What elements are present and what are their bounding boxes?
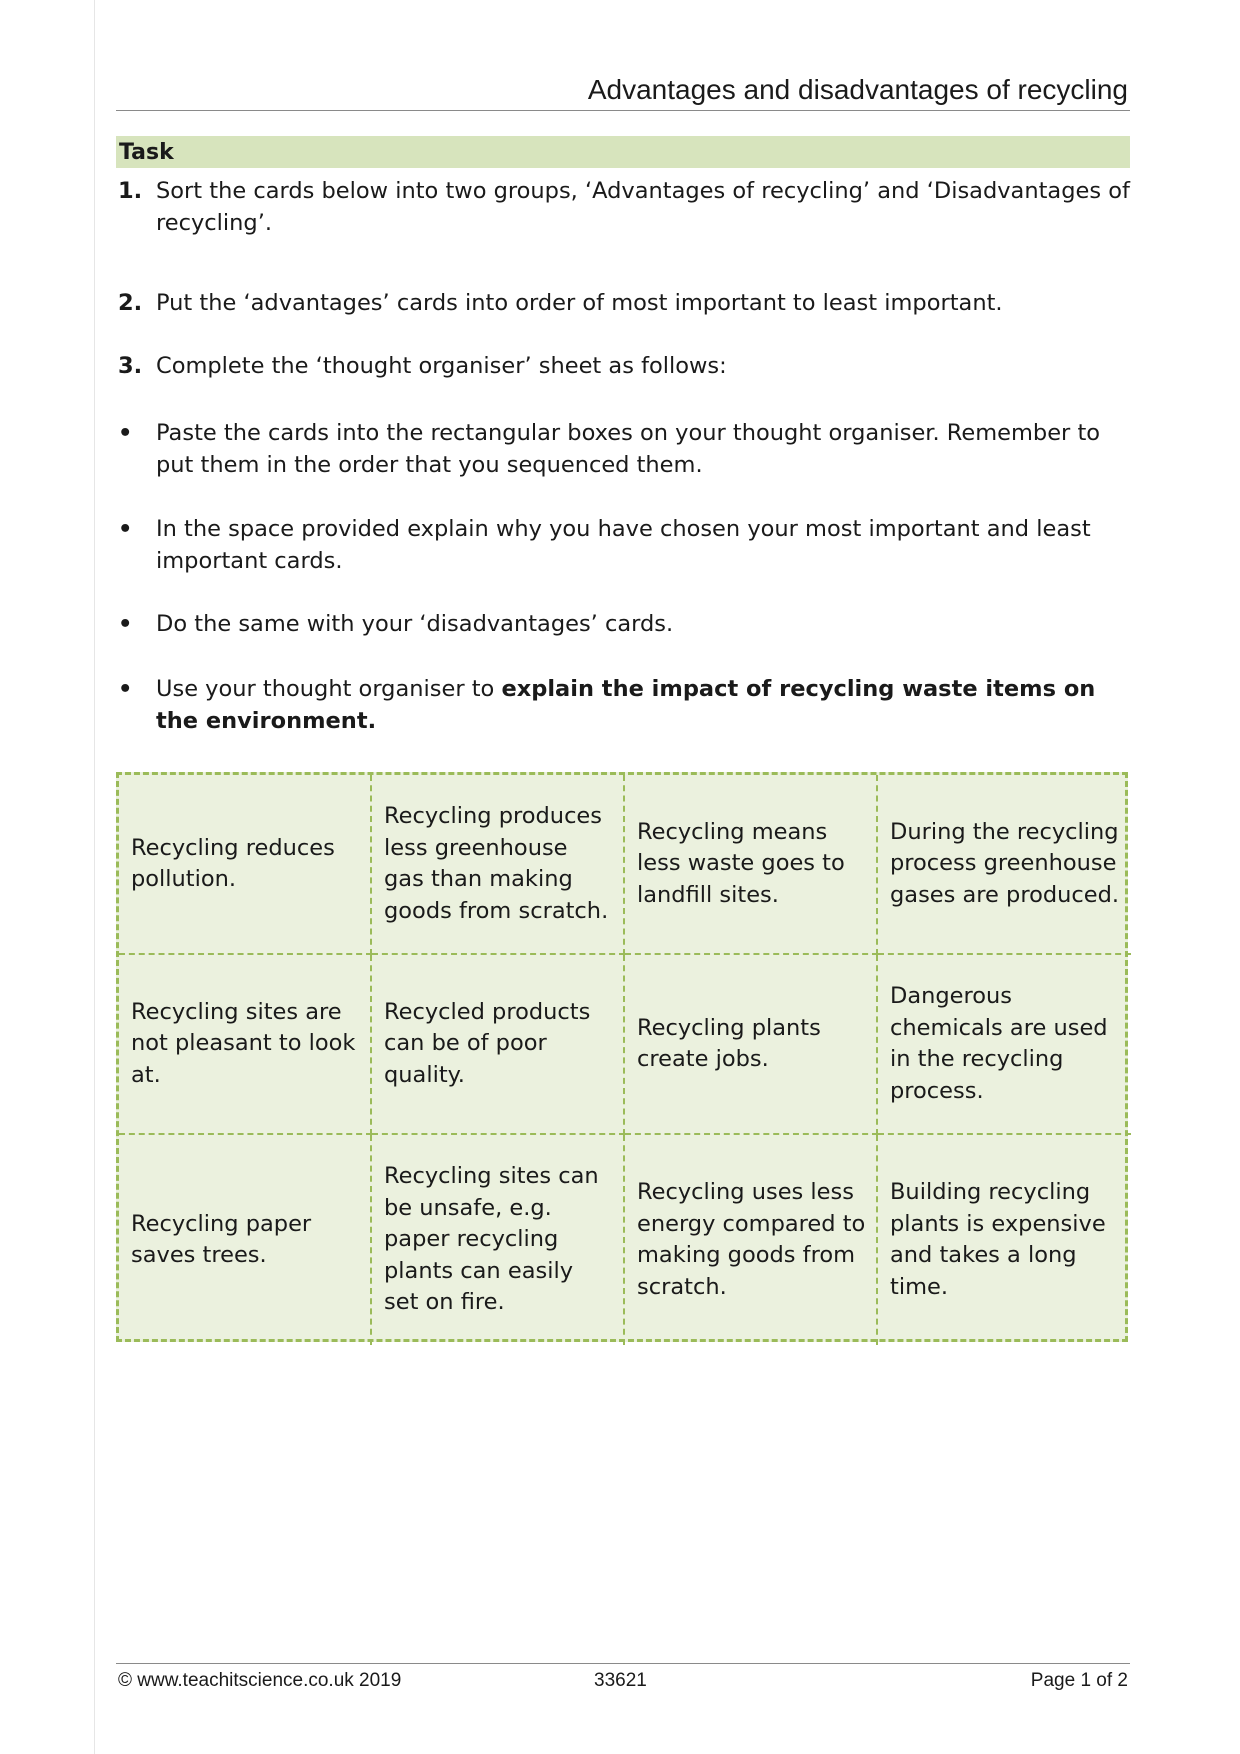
page-footer <box>116 1663 1130 1691</box>
step-text: Put the ‘advantages’ cards into order of most important to least important. <box>156 290 1003 316</box>
task-heading: Task <box>119 140 174 165</box>
card[interactable]: Recycling means less waste goes to landfill sites. <box>625 775 878 955</box>
card[interactable]: Recycling sites can be unsafe, e.g. paper recycling plants can easily set on fire. <box>372 1135 625 1345</box>
bullet-text-plain: Use your thought organiser to <box>156 676 502 702</box>
card[interactable]: Recycling sites are not pleasant to look at. <box>119 955 372 1135</box>
card[interactable]: Recycled products can be of poor quality. <box>372 955 625 1135</box>
bullet-icon: • <box>118 516 133 542</box>
footer-copyright: © www.teachitscience.co.uk 2019 <box>118 1670 402 1691</box>
page-header <box>116 70 1130 111</box>
bullet-text: Paste the cards into the rectangular boxes on your thought organiser. Remember to put them in the order that you sequenced them. <box>156 420 1101 478</box>
step-1 <box>116 175 1130 239</box>
step-text: Complete the ‘thought organiser’ sheet as follows: <box>156 353 727 379</box>
footer-code: 33621 <box>594 1670 647 1691</box>
card[interactable]: Recycling paper saves trees. <box>119 1135 372 1345</box>
page-edge <box>94 0 95 1754</box>
step-2 <box>116 287 1130 319</box>
card[interactable]: Recycling uses less energy compared to making goods from scratch. <box>625 1135 878 1345</box>
card[interactable]: Building recycling plants is expensive and takes a long time. <box>890 1179 1106 1300</box>
card[interactable]: Dangerous chemicals are used in the recycling process. <box>878 955 1131 1135</box>
step-number: 3. <box>118 353 143 379</box>
bullet-text: Do the same with your ‘disadvantages’ cards. <box>156 611 674 637</box>
bullet-2 <box>116 513 1130 577</box>
card-sort-grid <box>116 772 1128 1342</box>
step-number: 2. <box>118 290 143 316</box>
card[interactable]: Recycling plants create jobs. <box>625 955 878 1135</box>
bullet-1 <box>116 417 1130 481</box>
bullet-text <box>156 673 1130 737</box>
task-heading-bar <box>116 136 1130 168</box>
card[interactable]: Recycling produces less greenhouse gas than making goods from scratch. <box>372 775 625 955</box>
bullet-text: In the space provided explain why you have chosen your most important and least important cards. <box>156 516 1091 574</box>
step-3 <box>116 350 1130 382</box>
bullet-4 <box>116 673 1130 737</box>
bullet-text-bold: explain the impact of recycling waste items on the environment. <box>156 676 1096 734</box>
card[interactable]: During the recycling process greenhouse gases are produced. <box>878 775 1131 955</box>
bullet-icon: • <box>118 676 133 702</box>
bullet-icon: • <box>118 611 133 637</box>
page-title: Advantages and disadvantages of recycling <box>587 74 1128 105</box>
bullet-icon: • <box>118 420 133 446</box>
footer-page-number: Page 1 of 2 <box>1030 1670 1128 1691</box>
bullet-3 <box>116 608 1130 640</box>
step-number: 1. <box>118 178 143 204</box>
card[interactable]: Recycling reduces pollution. <box>119 775 372 955</box>
step-text: Sort the cards below into two groups, ‘Advantages of recycling’ and ‘Disadvantages of recycling’. <box>156 178 1130 236</box>
